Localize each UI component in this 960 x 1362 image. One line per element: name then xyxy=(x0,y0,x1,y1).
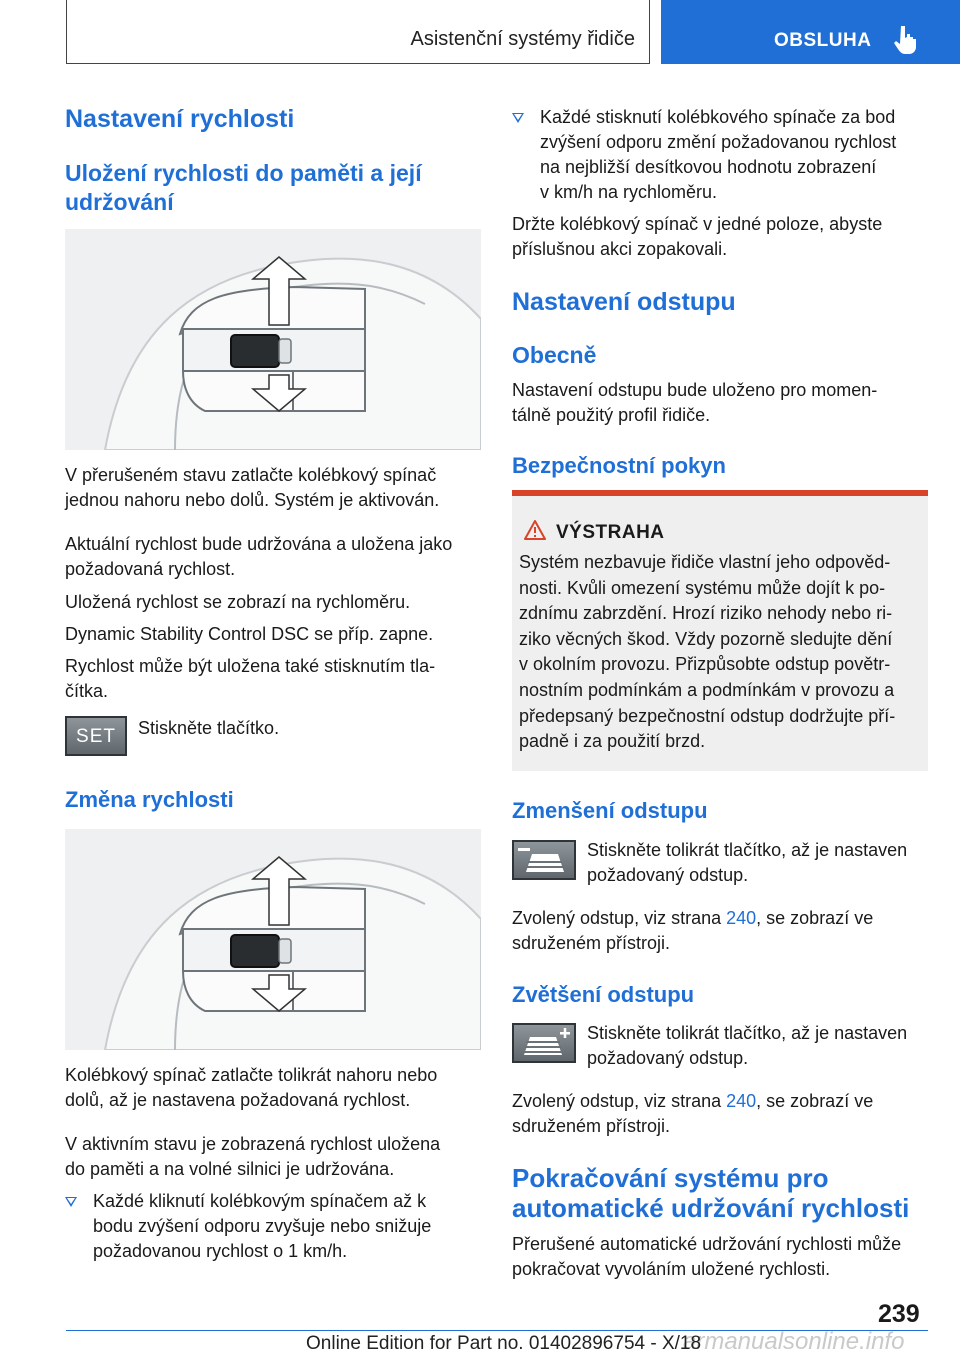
para-10-line-2: pokračovat vyvoláním uložené rychlosti. xyxy=(512,1259,831,1279)
heading-set-distance: Nastavení odstupu xyxy=(512,288,736,316)
warning-body xyxy=(519,550,921,755)
header-tab[interactable] xyxy=(661,0,960,64)
increase-line-1: Stiskněte tolikrát tlačítko, až je nastaven xyxy=(587,1023,908,1043)
reference-1-line-2: sdruženém přístroji. xyxy=(512,933,671,953)
header-section-box xyxy=(66,0,650,64)
heading-store-speed-1: Uložení rychlosti do paměti a její xyxy=(65,160,422,186)
set-button-image xyxy=(65,716,127,756)
footer-edition: Online Edition for Part no. 01402896754 - X/18 xyxy=(306,1333,702,1354)
bullet-item-1 xyxy=(65,1189,483,1265)
para-6-line-2: dolů, až je nastavena požadovaná rychlost. xyxy=(65,1090,411,1110)
rocker-switch-drawing-2 xyxy=(65,829,481,1050)
header-section-title: Asistenční systémy řidiče xyxy=(410,28,635,50)
heading-set-speed: Nastavení rychlosti xyxy=(65,105,295,133)
warning-box xyxy=(512,490,928,771)
warning-title: VÝSTRAHA xyxy=(556,522,665,543)
decrease-line-1: Stiskněte tolikrát tlačítko, až je nastaven xyxy=(587,840,908,860)
warning-line: v okolním provozu. Přizpůsobte odstup povětr- xyxy=(519,654,891,675)
para-2-line-1: Aktuální rychlost bude udržována a uložena jako xyxy=(65,534,453,554)
para-5-line-2: čítka. xyxy=(65,681,109,701)
warning-line: padně i za použití brzd. xyxy=(519,731,706,752)
footer-watermark: armanualsonline.info xyxy=(683,1328,905,1355)
para-10-line-1: Přerušené automatické udržování rychlosti může xyxy=(512,1234,902,1254)
heading-resume-2: automatické udržování rychlosti xyxy=(512,1193,910,1223)
page-link-240[interactable]: 240 xyxy=(726,908,757,928)
warning-line: nosti. Kvůli omezení systému může dojít k po- xyxy=(519,577,886,598)
warning-line: ziko věcných škod. Vždy pozorně sledujte dění xyxy=(519,628,893,649)
bullet-1-line-1: Každé kliknutí kolébkovým spínačem až k xyxy=(93,1191,427,1211)
distance-increase-icon xyxy=(514,1025,574,1061)
heading-general: Obecně xyxy=(512,342,597,368)
heading-resume-1: Pokračování systému pro xyxy=(512,1163,829,1193)
rocker-switch-drawing xyxy=(65,229,481,450)
bullet-2-line-4: v km/h na rychloměru. xyxy=(540,182,718,202)
para-1-line-1: V přerušeném stavu zatlačte kolébkový spínač xyxy=(65,465,437,485)
reference-2-line-1: Zvolený odstup, viz strana 240, se zobrazí ve xyxy=(512,1091,874,1111)
para-2-line-2: požadovaná rychlost. xyxy=(65,559,236,579)
para-8-line-2: příslušnou akci zopakovali. xyxy=(512,239,728,259)
warning-line: Systém nezbavuje řidiče vlastní jeho odpověd- xyxy=(519,552,891,572)
para-9-line-2: tálně použitý profil řidiče. xyxy=(512,405,711,425)
set-button-label: SET xyxy=(76,726,116,747)
bullet-2-line-3: na nejbližší desítkovou hodnotu zobrazení xyxy=(540,157,877,177)
para-9-line-1: Nastavení odstupu bude uloženo pro momen- xyxy=(512,380,878,400)
bullet-2-line-1: Každé stisknutí kolébkového spínače za bod xyxy=(540,107,896,127)
hand-pointer-icon xyxy=(893,24,919,54)
para-7-line-2: do paměti a na volné silnici je udržována. xyxy=(65,1159,395,1179)
distance-decrease-icon xyxy=(514,842,574,878)
para-1-line-2: jednou nahoru nebo dolů. Systém je aktivován. xyxy=(65,490,440,510)
steering-rocker-illustration xyxy=(65,229,481,450)
para-6-line-1: Kolébkový spínač zatlačte tolikrát nahoru nebo xyxy=(65,1065,438,1085)
page-link-240-b[interactable]: 240 xyxy=(726,1091,757,1111)
warning-line: předepsaný bezpečnostní odstup dodržujte pří- xyxy=(519,705,896,726)
increase-distance-button-image xyxy=(512,1023,576,1063)
reference-1-line-1: Zvolený odstup, viz strana 240, se zobrazí ve xyxy=(512,908,874,928)
bullet-2-line-2: zvýšení odporu změní požadovanou rychlost xyxy=(540,132,897,152)
decrease-distance-button-image xyxy=(512,840,576,880)
bullet-1-line-3: požadovanou rychlost o 1 km/h. xyxy=(93,1241,348,1261)
heading-increase-distance: Zvětšení odstupu xyxy=(512,982,695,1007)
warning-line: nostním podmínkám a podmínkám v provozu a xyxy=(519,679,895,700)
increase-line-2: požadovaný odstup. xyxy=(587,1048,749,1068)
bullet-1-line-2: bodu zvýšení odporu zvyšuje nebo snižuje xyxy=(93,1216,432,1236)
heading-store-speed-2: udržování xyxy=(65,189,174,215)
steering-rocker-illustration-2 xyxy=(65,829,481,1050)
bullet-item-2 xyxy=(512,105,928,205)
warning-triangle-icon xyxy=(524,519,546,541)
para-3: Uložená rychlost se zobrazí na rychloměru. xyxy=(65,592,411,612)
para-4: Dynamic Stability Control DSC se příp. zapne. xyxy=(65,624,434,644)
heading-change-speed: Změna rychlosti xyxy=(65,787,234,812)
reference-2-line-2: sdruženém přístroji. xyxy=(512,1116,671,1136)
para-7-line-1: V aktivním stavu je zobrazená rychlost uložena xyxy=(65,1134,441,1154)
decrease-line-2: požadovaný odstup. xyxy=(587,865,749,885)
para-5-line-1: Rychlost může být uložena také stisknutím tla- xyxy=(65,656,436,676)
warning-line: zdnímu zabrzdění. Hrozí riziko nehody nebo ri- xyxy=(519,603,893,624)
para-8-line-1: Držte kolébkový spínač v jedné poloze, abyste xyxy=(512,214,883,234)
heading-decrease-distance: Zmenšení odstupu xyxy=(512,798,708,823)
page-number: 239 xyxy=(878,1300,920,1328)
heading-safety-note: Bezpečnostní pokyn xyxy=(512,453,726,478)
set-instruction: Stiskněte tlačítko. xyxy=(138,718,280,738)
header-tab-label: OBSLUHA xyxy=(774,30,872,51)
